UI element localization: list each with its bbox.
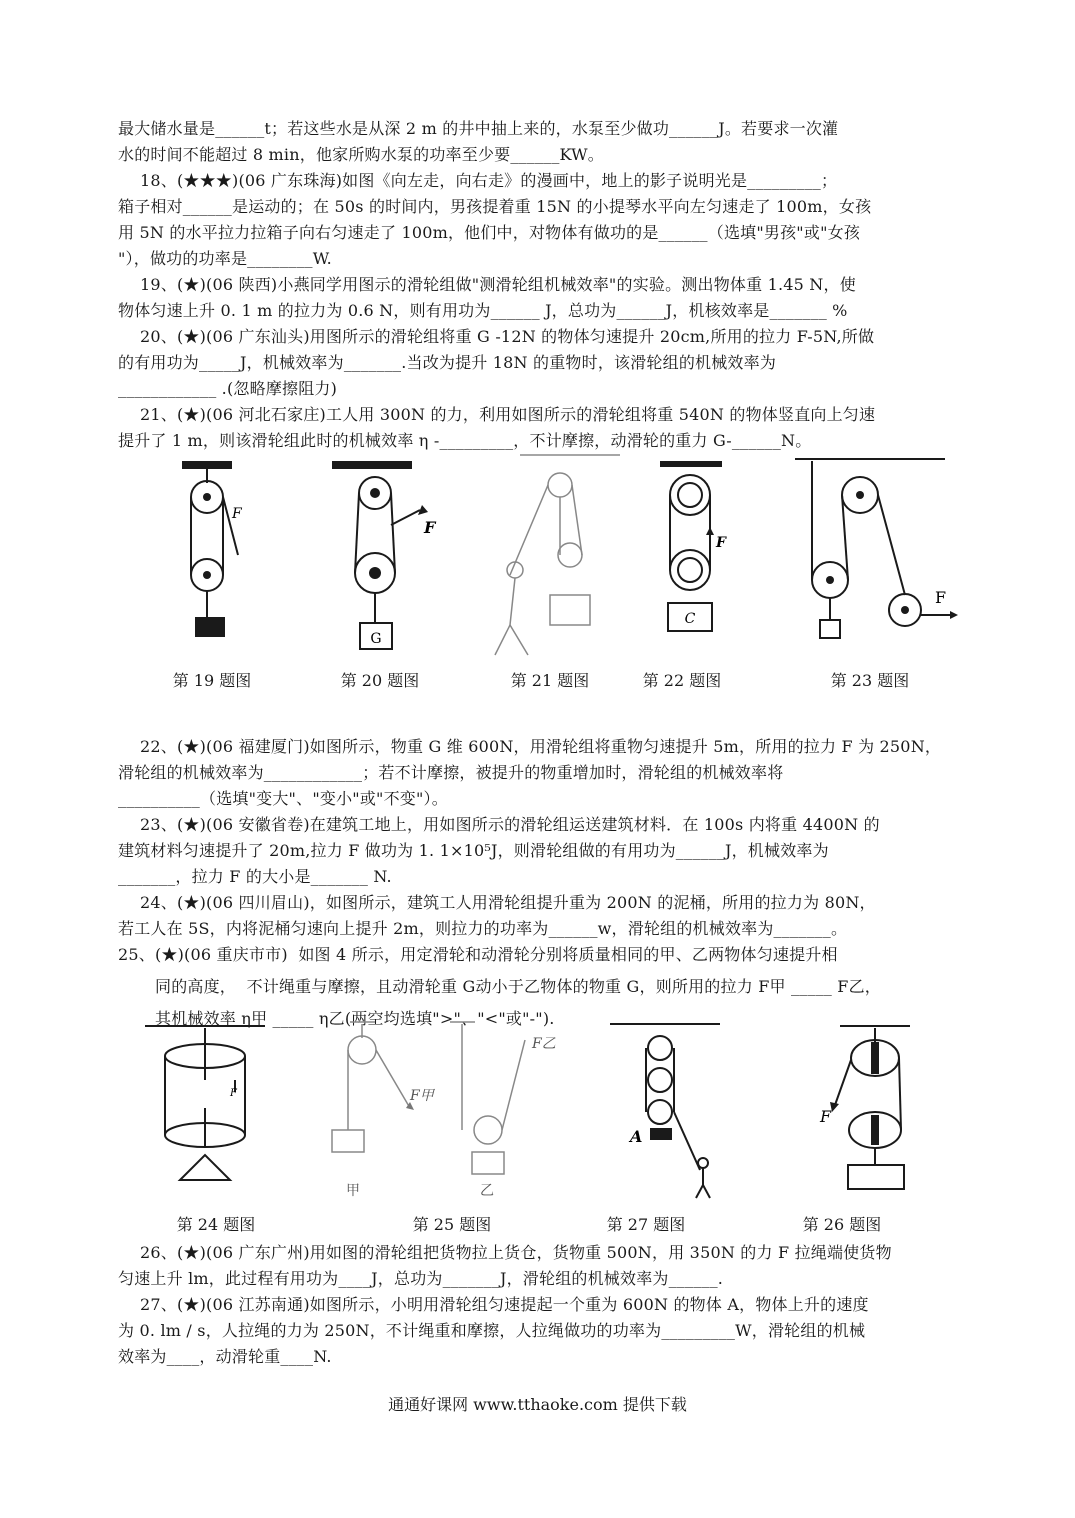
text-line: __________（选填"变大"、"变小"或"不变"）。 (118, 789, 448, 808)
figure-22-weight-label: C (684, 611, 696, 627)
question-23: 23、(★)(06 安徽省卷)在建筑工地上，用如图所示的滑轮组运送建筑材料．在 100s 内将重 4400N 的 (140, 815, 880, 834)
caption-fig-23: 第 23 题图 (830, 671, 910, 690)
figure-21-worker-pulley (495, 455, 620, 655)
text-line: 水的时间不能超过 8 min，他家所购水泵的功率至少要______KW。 (118, 145, 604, 164)
figure-20-force-label: F (424, 518, 436, 537)
text-line: 提升了 1 m，则该滑轮组此时的机械效率 η -_________，不计摩擦，动滑轮的重力 G-______N。 (118, 431, 812, 450)
text-line: 物体匀速上升 0. 1 m 的拉力为 0.6 N，则有用功为______ J，总功为______J，机核效率是_______ % (118, 301, 848, 320)
figure-26-force-label: F (820, 1107, 832, 1126)
text-line: 用 5N 的水平拉力拉箱子向右匀速走了 100m，他们中，对物体有做功的是______（选填"男孩"或"女孩 (118, 223, 861, 242)
caption-fig-21: 第 21 题图 (510, 671, 590, 690)
caption-fig-20: 第 20 题图 (340, 671, 420, 690)
question-21: 21、(★)(06 河北石家庄)工人用 300N 的力，利用如图所示的滑轮组将重 540N 的物体竖直向上匀速 (140, 405, 876, 424)
question-20: 20、(★)(06 广东汕头)用图所示的滑轮组将重 G -12N 的物体匀速提升 20cm,所用的拉力 F-5N,所做 (140, 327, 875, 346)
text-line: 效率为____，动滑轮重____N. (118, 1347, 332, 1366)
text-line: 的有用功为_____J，机械效率为_______.当改为提升 18N 的重物时，该滑轮组的机械效率为 (118, 353, 777, 372)
figure-24-pulley-diagram (145, 1026, 265, 1180)
caption-fig-24: 第 24 题图 (176, 1215, 256, 1234)
figure-27-weight-label: A (630, 1127, 643, 1146)
text-line: ____________ .(忽略摩擦阻力) (118, 379, 338, 398)
question-18: 18、(★★★)(06 广东珠海)如图《向左走，向右走》的漫画中，地上的影子说明光是_________； (140, 171, 838, 190)
figure-19-pulley-diagram (182, 461, 238, 637)
text-line: 建筑材料匀速提升了 20m,拉力 F 做功为 1. 1×10⁵J，则滑轮组做的有用功为______J，机械效率为 (118, 841, 829, 860)
text-line: 滑轮组的机械效率为____________；若不计摩擦，被提升的物重增加时，滑轮组的机械效率将 (118, 763, 784, 782)
figure-22-force-label: F (716, 535, 726, 551)
figures-row-1 (160, 455, 980, 655)
figures-row-2 (140, 1020, 940, 1200)
caption-fig-27: 第 27 题图 (606, 1215, 686, 1234)
question-25: 25、(★)(06 重庆市市) 如图 4 所示，用定滑轮和动滑轮分别将质量相同的甲、乙两物体匀速提升相 (118, 945, 838, 964)
figure-24-force-label: F (230, 1088, 237, 1099)
figure-20-weight-label: G (370, 631, 382, 647)
figure-19-force-label: F (232, 506, 242, 522)
figure-25-yi-label: 乙 (480, 1183, 494, 1199)
figure-22-pulley-diagram (660, 461, 722, 631)
caption-fig-25: 第 25 题图 (412, 1215, 492, 1234)
text-line: 若工人在 5S，内将泥桶匀速向上提升 2m，则拉力的功率为______w，滑轮组的机械效率为_______。 (118, 919, 848, 938)
text-line: 最大储水量是______t；若这些水是从深 2 m 的井中抽上来的，水泵至少做功______J。若要求一次灌 (118, 119, 839, 138)
figure-20-pulley-diagram (332, 461, 428, 649)
figure-27-pulley-diagram (610, 1024, 720, 1198)
caption-fig-26: 第 26 题图 (802, 1215, 882, 1234)
question-26: 26、(★)(06 广东广州)用如图的滑轮组把货物拉上货仓，货物重 500N，用 350N 的力 F 拉绳端使货物 (140, 1243, 892, 1262)
text-line: _______，拉力 F 的大小是_______ N. (118, 867, 392, 886)
question-24: 24、(★)(06 四川眉山)，如图所示，建筑工人用滑轮组提升重为 200N 的泥桶，所用的拉力为 80N， (140, 893, 876, 912)
caption-fig-22: 第 22 题图 (642, 671, 722, 690)
text-line: 箱子相对______是运动的；在 50s 的时间内，男孩提着重 15N 的小提琴水平向左匀速走了 100m，女孩 (118, 197, 872, 216)
caption-fig-19: 第 19 题图 (172, 671, 252, 690)
text-line: "），做功的功率是________W. (118, 249, 332, 268)
text-line: 其机械效率 η甲 _____ η乙(两空均选填">"、"<"或"-"). (155, 1009, 555, 1028)
question-22: 22、(★)(06 福建厦门)如图所示，物重 G 维 600N，用滑轮组将重物匀速提升 5m，所用的拉力 F 为 250N， (140, 737, 942, 756)
figure-25-force-yi-label: F乙 (532, 1036, 556, 1052)
figure-25-force-jia-label: F甲 (410, 1088, 434, 1104)
figure-26-pulley-diagram (830, 1026, 910, 1189)
text-line: 匀速上升 lm，此过程有用功为____J，总功为_______J，滑轮组的机械效率为______. (118, 1269, 724, 1288)
text-line: 为 0. lm / s，人拉绳的力为 250N，不计绳重和摩擦，人拉绳做功的功率为_________W，滑轮组的机械 (118, 1321, 866, 1340)
figure-25-jia-label: 甲 (346, 1183, 360, 1199)
figure-23-pulley-diagram (795, 459, 958, 638)
question-19: 19、(★)(06 陕西)小燕同学用图示的滑轮组做"测滑轮组机械效率"的实验。测出物体重 1.45 N，使 (140, 275, 856, 294)
text-line: 同的高度， 不计绳重与摩擦，且动滑轮重 G动小于乙物体的物重 G，则所用的拉力 F甲 _____ F乙， (155, 977, 881, 996)
figure-23-force-label: F (935, 588, 947, 607)
question-27: 27、(★)(06 江苏南通)如图所示，小明用滑轮组匀速提起一个重为 600N 的物体 A，物体上升的速度 (140, 1295, 869, 1314)
page-footer: 通通好课网 www.tthaoke.com 提供下载 (388, 1395, 687, 1414)
